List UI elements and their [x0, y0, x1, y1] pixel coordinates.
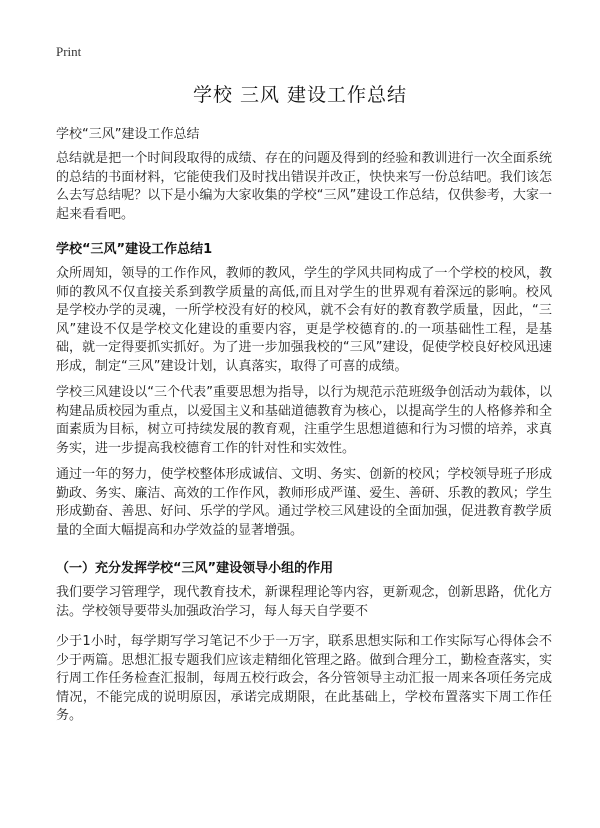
- section1-paragraph-2: 学校三风建设以“三个代表”重要思想为指导，以行为规范示范班级争创活动为载体，以构建品质校园为重点，以爱国主义和基础道德教育为核心，以提高学生的人格修养和全面素质为目标，树立可持续发展的教育观，注重学生思想道德和行为习惯的培养，求真务实，进一步提高我校德育工作的针对性和实效性。: [56, 385, 552, 456]
- subsection-paragraph-2: 少于1小时，每学期写学习笔记不少于一万字，联系思想实际和工作实际写心得体会不少于两篇。思想汇报专题我们应该走精细化管理之路。做到合理分工，勤检查落实，实行周工作任务检查汇报制，每周五校行政会，各分管领导主动汇报一周来各项任务完成情况，不能完成的说明原因，承诺完成期限，在此基础上，学校布置落实下周工作任务。: [56, 634, 552, 723]
- print-link[interactable]: Print: [56, 44, 82, 59]
- subsection-heading: （一）充分发挥学校“三风”建设领导小组的作用: [56, 561, 334, 576]
- subsection-paragraph-1: 我们要学习管理学，现代教育技术，新课程理论等内容，更新观念，创新思路，优化方法。学校领导要带头加强政治学习，每人每天自学要不: [56, 585, 552, 619]
- intro-paragraph: 总结就是把一个时间段取得的成绩、存在的问题及得到的经验和教训进行一次全面系统的总结的书面材料，它能使我们及时找出错误并改正，快快来写一份总结吧。我们该怎么去写总结呢？以下是小编为大家收集的学校“三风”建设工作总结，仅供参考，大家一起来看看吧。: [56, 151, 552, 222]
- page-title: 学校 三风 建设工作总结: [192, 84, 408, 106]
- section-heading-1: 学校“三风”建设工作总结1: [56, 242, 213, 257]
- section1-paragraph-1: 众所周知，领导的工作作风，教师的教风，学生的学风共同构成了一个学校的校风，教师的教风不仅直接关系到教学质量的高低,而且对学生的世界观有着深远的影响。校风是学校办学的灵魂，一所学校没有好的校风，就不会有好的教育教学质量，因此，“三风”建设不仅是学校文化建设的重要内容，更是学校德育的.的一项基础性工程，是基础，就一定得要抓实抓好。为了进一步加强我校的“三风”建设，促使学校良好校风迅速形成，制定“三风”建设计划，认真落实，取得了可喜的成绩。: [56, 266, 552, 374]
- document-subtitle: 学校“三风”建设工作总结: [56, 127, 200, 142]
- section1-paragraph-3: 通过一年的努力，使学校整体形成诚信、文明、务实、创新的校风；学校领导班子形成勤政、务实、廉洁、高效的工作作风，教师形成严谨、爱生、善研、乐教的教风；学生形成勤奋、善思、好问、乐学的学风。通过学校三风建设的全面加强，促进教育教学质量的全面大幅提高和办学效益的显著增强。: [56, 467, 552, 538]
